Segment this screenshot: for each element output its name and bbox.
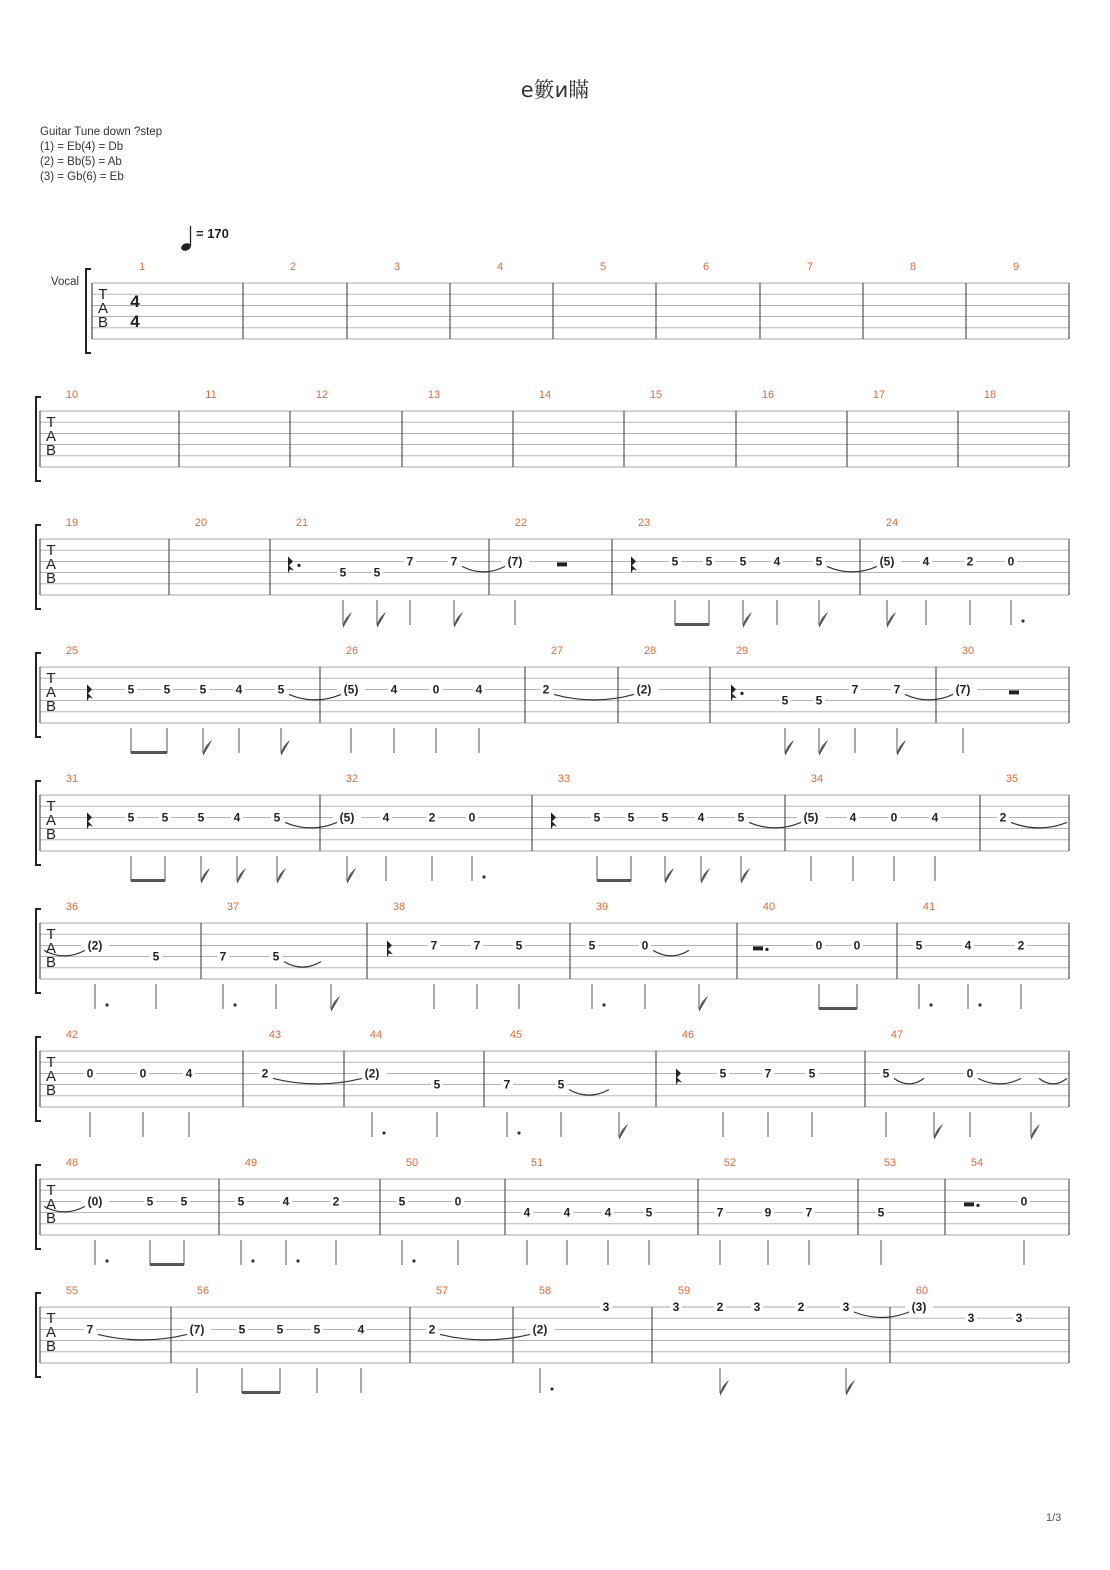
beam: [242, 1391, 280, 1394]
eighth-flag: [281, 740, 290, 756]
fret-number: 5: [627, 810, 635, 825]
measure-number: 36: [65, 901, 79, 913]
fret-number: 0: [890, 810, 898, 825]
fret-number: 3: [842, 1300, 850, 1314]
measure-number: 21: [295, 517, 309, 529]
dot-mark: [105, 1259, 108, 1262]
fret-number: 0: [86, 1066, 94, 1081]
tie: [1039, 1078, 1067, 1084]
measure-number: 22: [514, 517, 528, 529]
fret-number: 4: [475, 682, 483, 697]
quarter-rest-icon: [731, 684, 737, 701]
fret-number: 4: [604, 1205, 612, 1220]
dot-mark: [251, 1259, 254, 1262]
tab-clef-letter: T: [46, 414, 56, 431]
fret-number: 4: [282, 1194, 290, 1209]
fret-number: 3: [967, 1311, 975, 1326]
tab-clef-letter: A: [45, 1324, 57, 1341]
measure-number: 3: [393, 261, 401, 273]
fret-number: 2: [1017, 938, 1025, 953]
measure-number: 12: [315, 389, 329, 401]
fret-number: (7): [507, 554, 523, 569]
eighth-flag: [237, 868, 246, 884]
measure-number: 42: [65, 1029, 79, 1041]
measure-number: 47: [890, 1029, 904, 1041]
rest-dot: [740, 692, 743, 695]
fret-number: 2: [716, 1300, 724, 1314]
fret-number: 7: [503, 1077, 511, 1092]
fret-number: 5: [127, 810, 135, 825]
fret-number: (3): [911, 1300, 927, 1314]
fret-number: 0: [1020, 1194, 1028, 1209]
tab-clef-letter: B: [45, 1082, 57, 1099]
tuning-line: (2) = Bb(5) = Ab: [40, 156, 122, 168]
fret-number: (2): [364, 1066, 380, 1081]
fret-number: 5: [557, 1077, 565, 1092]
measure-number: 58: [538, 1285, 552, 1297]
half-rest-icon: [753, 946, 763, 950]
quarter-rest-icon: [631, 556, 637, 573]
fret-number: 5: [152, 949, 160, 964]
fret-number: 2: [428, 810, 436, 825]
fret-number: 5: [313, 1322, 321, 1337]
tab-clef-letter: B: [45, 1338, 57, 1355]
tab-clef-letter: T: [46, 670, 56, 687]
fret-number: 4: [773, 554, 781, 569]
eighth-flag: [347, 868, 356, 884]
fret-number: 5: [237, 1194, 245, 1209]
tab-clef-letter: B: [45, 954, 57, 971]
fret-number: 4: [390, 682, 398, 697]
half-rest-icon: [1009, 690, 1019, 694]
tab-clef-letter: B: [45, 698, 57, 715]
measure-number: 30: [961, 645, 975, 657]
tie: [653, 950, 689, 956]
tab-clef-letter: T: [46, 1182, 56, 1199]
fret-number: 0: [966, 1066, 974, 1081]
dot-mark: [929, 1003, 932, 1006]
fret-number: 5: [273, 810, 281, 825]
measure-number: 46: [681, 1029, 695, 1041]
fret-number: 7: [716, 1205, 724, 1220]
measure-number: 49: [244, 1157, 258, 1169]
tab-clef-letter: T: [98, 286, 108, 303]
fret-number: 5: [645, 1205, 653, 1220]
measure-number: 29: [735, 645, 749, 657]
tuning-line: (3) = Gb(6) = Eb: [40, 171, 124, 183]
eighth-flag: [934, 1124, 943, 1140]
fret-number: 4: [964, 938, 972, 953]
song-title: e籔и瞞: [520, 78, 590, 102]
eighth-flag: [277, 868, 286, 884]
quarter-rest-icon: [87, 684, 93, 701]
fret-number: 5: [593, 810, 601, 825]
measure-number: 13: [427, 389, 441, 401]
measure-number: 33: [557, 773, 571, 785]
measure-number: 39: [595, 901, 609, 913]
eighth-flag: [665, 868, 674, 884]
tie: [905, 694, 953, 700]
fret-number: 5: [705, 554, 713, 569]
quarter-rest-icon: [288, 556, 294, 573]
tab-system: [36, 397, 1069, 481]
fret-number: 5: [276, 1322, 284, 1337]
beam: [150, 1263, 184, 1266]
fret-number: 5: [808, 1066, 816, 1081]
eighth-flag: [1031, 1124, 1040, 1140]
tab-clef-letter: T: [46, 542, 56, 559]
eighth-flag: [343, 612, 352, 628]
measure-number: 23: [637, 517, 651, 529]
measure-number: 4: [496, 261, 504, 273]
fret-number: 7: [450, 554, 458, 569]
measure-number: 15: [649, 389, 663, 401]
time-signature-bottom: 4: [130, 312, 140, 331]
measure-number: 34: [810, 773, 824, 785]
fret-number: 5: [737, 810, 745, 825]
measure-number: 55: [65, 1285, 79, 1297]
rest-dot: [976, 1204, 979, 1207]
measure-number: 53: [883, 1157, 897, 1169]
tab-clef-letter: A: [45, 1196, 57, 1213]
tab-system: [36, 653, 1069, 756]
tab-clef-letter: T: [46, 1054, 56, 1071]
eighth-flag: [331, 996, 340, 1012]
fret-number: 4: [849, 810, 857, 825]
tie: [894, 1078, 924, 1084]
measure-number: 25: [65, 645, 79, 657]
fret-number: 5: [671, 554, 679, 569]
eighth-flag: [846, 1380, 855, 1396]
beam: [131, 879, 165, 882]
fret-number: (7): [189, 1322, 205, 1337]
fret-number: 5: [199, 682, 207, 697]
tie: [285, 822, 337, 828]
system-bracket: [86, 269, 91, 353]
fret-number: 5: [588, 938, 596, 953]
measure-number: 16: [761, 389, 775, 401]
rest-dot: [765, 948, 768, 951]
dot-mark: [296, 1259, 299, 1262]
measure-number: 9: [1012, 261, 1020, 273]
tab-system: [36, 909, 1069, 1012]
fret-number: 5: [146, 1194, 154, 1209]
measure-number: 45: [509, 1029, 523, 1041]
quarter-rest-icon: [676, 1068, 682, 1085]
tie: [978, 1078, 1021, 1084]
tie: [569, 1090, 609, 1096]
tab-clef-letter: T: [46, 1310, 56, 1327]
fret-number: 5: [719, 1066, 727, 1081]
tab-system: [36, 1165, 1069, 1266]
dot-mark: [602, 1003, 605, 1006]
fret-number: (5): [803, 810, 819, 825]
fret-number: 5: [277, 682, 285, 697]
fret-number: (7): [955, 682, 971, 697]
fret-number: (2): [636, 682, 652, 697]
fret-number: 0: [641, 938, 649, 953]
fret-number: (0): [87, 1194, 103, 1209]
dot-mark: [105, 1003, 108, 1006]
measure-number: 7: [806, 261, 814, 273]
fret-number: 7: [764, 1066, 772, 1081]
fret-number: 5: [882, 1066, 890, 1081]
dot-mark: [382, 1131, 385, 1134]
tab-clef-letter: T: [46, 926, 56, 943]
measure-number: 27: [550, 645, 564, 657]
fret-number: 9: [764, 1205, 772, 1220]
measure-number: 20: [194, 517, 208, 529]
beam: [675, 623, 709, 626]
eighth-flag: [819, 740, 828, 756]
measure-number: 10: [65, 389, 79, 401]
fret-number: 3: [753, 1300, 761, 1314]
eighth-flag: [720, 1380, 729, 1396]
tie: [273, 1078, 362, 1084]
fret-number: 5: [163, 682, 171, 697]
eighth-flag: [203, 740, 212, 756]
fret-number: 7: [406, 554, 414, 569]
fret-number: 5: [877, 1205, 885, 1220]
fret-number: 0: [454, 1194, 462, 1209]
fret-number: 7: [473, 938, 481, 953]
tab-clef-letter: A: [45, 556, 57, 573]
tab-clef-letter: A: [45, 428, 57, 445]
quarter-rest-icon: [551, 812, 557, 829]
tie: [854, 1312, 909, 1318]
eighth-flag: [897, 740, 906, 756]
tab-system: [36, 525, 1069, 628]
measure-number: 11: [205, 389, 217, 401]
fret-number: 0: [432, 682, 440, 697]
beam: [597, 879, 631, 882]
rest-dot: [297, 564, 300, 567]
fret-number: 7: [893, 682, 901, 697]
measure-number: 50: [405, 1157, 419, 1169]
measure-number: 57: [435, 1285, 449, 1297]
tie: [827, 566, 877, 572]
eighth-flag: [743, 612, 752, 628]
measure-number: 8: [909, 261, 917, 273]
tab-system: [86, 269, 1069, 353]
measure-number: 19: [65, 517, 79, 529]
fret-number: (2): [532, 1322, 548, 1337]
fret-number: 2: [428, 1322, 436, 1337]
fret-number: (5): [879, 554, 895, 569]
tab-clef-letter: A: [45, 812, 57, 829]
half-rest-icon: [557, 562, 567, 566]
measure-number: 35: [1005, 773, 1019, 785]
fret-number: 0: [815, 938, 823, 953]
fret-number: 7: [86, 1322, 94, 1337]
tuning-line: (1) = Eb(4) = Db: [40, 141, 124, 153]
fret-number: 2: [542, 682, 550, 697]
eighth-flag: [619, 1124, 628, 1140]
measure-number: 44: [369, 1029, 383, 1041]
tab-system: [36, 781, 1069, 884]
fret-number: 5: [398, 1194, 406, 1209]
fret-number: (2): [87, 938, 103, 953]
tab-clef-letter: T: [46, 798, 56, 815]
tie: [284, 962, 321, 968]
eighth-flag: [819, 612, 828, 628]
fret-number: 4: [357, 1322, 365, 1337]
eighth-flag: [741, 868, 750, 884]
eighth-flag: [201, 868, 210, 884]
measure-number: 41: [922, 901, 936, 913]
measure-number: 37: [226, 901, 240, 913]
tempo-marking: [180, 226, 229, 252]
tab-clef-letter: B: [45, 442, 57, 459]
fret-number: 0: [139, 1066, 147, 1081]
measure-number: 24: [885, 517, 899, 529]
tie: [462, 566, 505, 572]
measure-number: 17: [872, 389, 886, 401]
quarter-rest-icon: [87, 812, 93, 829]
fret-number: 4: [233, 810, 241, 825]
tab-system: [36, 1037, 1069, 1140]
fret-number: 5: [373, 565, 381, 580]
fret-number: (5): [343, 682, 359, 697]
track-name: Vocal: [50, 276, 80, 288]
measure-number: 32: [345, 773, 359, 785]
fret-number: 2: [261, 1066, 269, 1081]
fret-number: 4: [235, 682, 243, 697]
measure-number: 51: [530, 1157, 544, 1169]
measure-number: 48: [65, 1157, 79, 1169]
tie: [749, 822, 801, 828]
tie: [1011, 822, 1067, 828]
fret-number: 5: [661, 810, 669, 825]
fret-number: 5: [815, 693, 823, 708]
fret-number: 5: [161, 810, 169, 825]
fret-number: 5: [433, 1077, 441, 1092]
fret-number: 7: [430, 938, 438, 953]
fret-number: 5: [515, 938, 523, 953]
measure-number: 18: [983, 389, 997, 401]
fret-number: 4: [697, 810, 705, 825]
fret-number: 7: [219, 949, 227, 964]
dot-mark: [412, 1259, 415, 1262]
tab-clef-letter: A: [45, 940, 57, 957]
tie: [98, 1334, 187, 1340]
tab-clef-letter: B: [45, 826, 57, 843]
measure-number: 60: [915, 1285, 929, 1297]
fret-number: 4: [382, 810, 390, 825]
fret-number: 3: [1015, 1311, 1023, 1326]
eighth-flag: [377, 612, 386, 628]
fret-number: 2: [999, 810, 1007, 825]
measure-number: 54: [970, 1157, 984, 1169]
measure-number: 6: [702, 261, 710, 273]
dot-mark: [482, 875, 485, 878]
fret-number: 3: [672, 1300, 680, 1314]
fret-number: 5: [339, 565, 347, 580]
measure-number: 28: [643, 645, 657, 657]
tuning-header: Guitar Tune down ?step: [40, 126, 163, 138]
fret-number: 5: [915, 938, 923, 953]
fret-number: 5: [180, 1194, 188, 1209]
fret-number: 5: [197, 810, 205, 825]
measure-number: 31: [65, 773, 79, 785]
beam: [131, 751, 167, 754]
eighth-flag: [699, 996, 708, 1012]
dot-mark: [550, 1387, 553, 1390]
fret-number: 5: [781, 693, 789, 708]
time-signature-top: 4: [130, 292, 140, 311]
measure-number: 43: [268, 1029, 282, 1041]
dot-mark: [978, 1003, 981, 1006]
fret-number: 4: [185, 1066, 193, 1081]
fret-number: 7: [851, 682, 859, 697]
tab-clef-letter: A: [45, 1068, 57, 1085]
dot-mark: [517, 1131, 520, 1134]
fret-number: 2: [966, 554, 974, 569]
measure-number: 1: [138, 261, 146, 273]
fret-number: 5: [739, 554, 747, 569]
eighth-flag: [785, 740, 794, 756]
tempo-text: = 170: [196, 226, 229, 241]
fret-number: 5: [127, 682, 135, 697]
tab-clef-letter: B: [45, 1210, 57, 1227]
fret-number: 4: [931, 810, 939, 825]
tab-clef-letter: B: [45, 570, 57, 587]
measure-number: 2: [289, 261, 297, 273]
tie: [440, 1334, 530, 1340]
fret-number: 3: [602, 1300, 610, 1314]
quarter-rest-icon: [387, 940, 393, 957]
tie: [554, 694, 634, 700]
fret-number: 5: [815, 554, 823, 569]
measure-number: 52: [723, 1157, 737, 1169]
page-number: 1/3: [1046, 1512, 1062, 1524]
measure-number: 56: [196, 1285, 210, 1297]
fret-number: 5: [238, 1322, 246, 1337]
fret-number: 4: [563, 1205, 571, 1220]
fret-number: 7: [805, 1205, 813, 1220]
dot-mark: [1021, 619, 1024, 622]
fret-number: (5): [339, 810, 355, 825]
beam: [819, 1007, 857, 1010]
fret-number: 4: [922, 554, 930, 569]
dot-mark: [233, 1003, 236, 1006]
fret-number: 0: [468, 810, 476, 825]
fret-number: 5: [272, 949, 280, 964]
fret-number: 0: [853, 938, 861, 953]
fret-number: 4: [523, 1205, 531, 1220]
eighth-flag: [701, 868, 710, 884]
eighth-flag: [454, 612, 463, 628]
fret-number: 2: [797, 1300, 805, 1314]
tab-clef-letter: B: [97, 314, 109, 331]
measure-number: 5: [599, 261, 607, 273]
eighth-flag: [887, 612, 896, 628]
half-rest-icon: [964, 1202, 974, 1206]
measure-number: 14: [538, 389, 552, 401]
measure-number: 26: [345, 645, 359, 657]
fret-number: 2: [332, 1194, 340, 1209]
measure-number: 59: [677, 1285, 691, 1297]
fret-number: 0: [1007, 554, 1015, 569]
measure-number: 38: [392, 901, 406, 913]
measure-number: 40: [762, 901, 776, 913]
tie: [289, 694, 341, 700]
tab-clef-letter: A: [97, 300, 109, 317]
tab-clef-letter: A: [45, 684, 57, 701]
